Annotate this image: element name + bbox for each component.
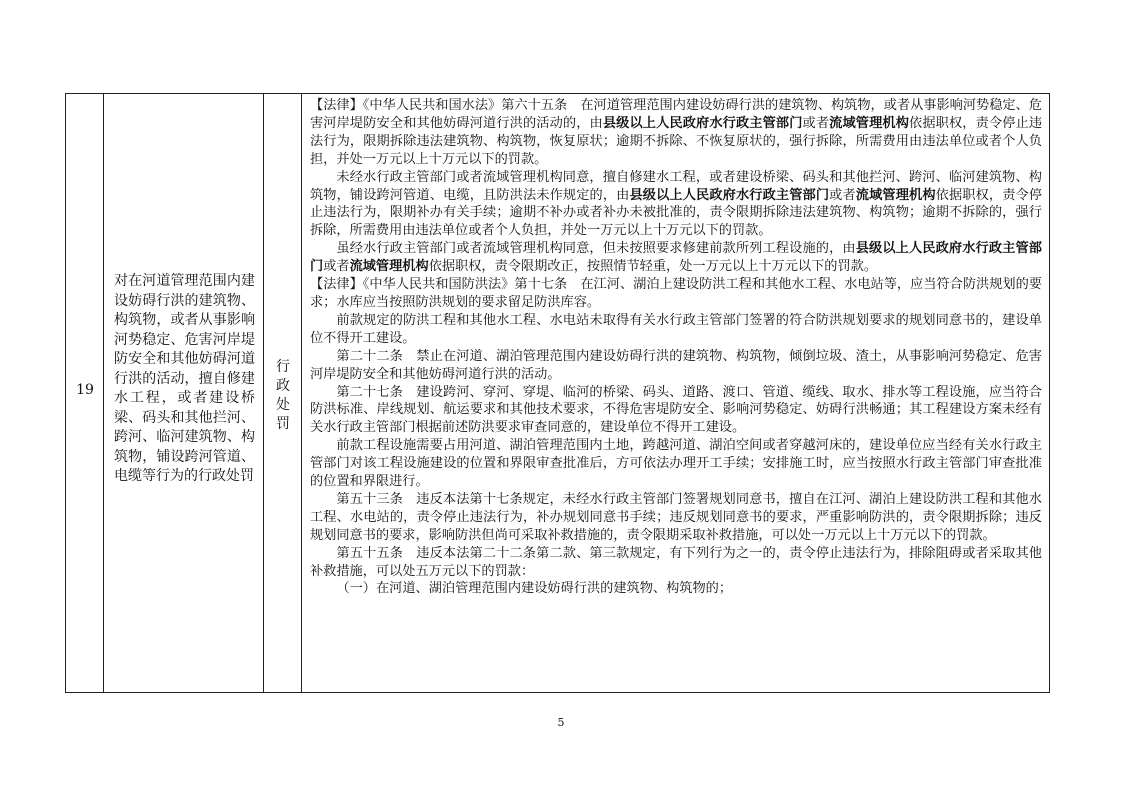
basis-paragraph: 【法律】《中华人民共和国水法》第六十五条 在河道管理范围内建设妨碍行洪的建筑物、构筑物，或者从事影响河势稳定、危害河岸堤防安全和其他妨碍河道行洪的活动的，由县级以上人民政府水行政主管部门或者流域管理机构依据职权，责令停止违法行为，限期拆除违法建筑物、构筑物，恢复原状；逾期不拆除、不恢复原状的，强行拆除，所需费用由违法单位或者个人负担，并处一万元以上十万元以下的罚款。 [310,98,1043,167]
item-name: 对在河道管理范围内建设妨碍行洪的建筑物、构筑物，或者从事影响河势稳定、危害河岸堤防安全和其他妨碍河道行洪的活动，擅自修建水工程，或者建设桥梁、码头和其他拦河、跨河、临河建筑物、构筑物，铺设跨河管道、电缆等行为的行政处罚 [114,273,255,484]
page-number: 5 [557,716,565,729]
basis-paragraph: 【法律】《中华人民共和国防洪法》第十七条 在江河、湖泊上建设防洪工程和其他水工程、水电站等，应当符合防洪规划的要求；水库应当按照防洪规划的要求留足防洪库容。 [310,277,1042,310]
kind-char: 处 [276,397,290,413]
basis-paragraph: 第五十五条 违反本法第二十二条第二款、第三款规定，有下列行为之一的，责令停止违法行为，排除阻碍或者采取其他补救措施，可以处五万元以下的罚款： [310,545,1042,579]
legal-basis [310,97,1042,598]
basis-paragraph: 虽经水行政主管部门或者流域管理机构同意，但未按照要求修建前款所列工程设施的，由县级以上人民政府水行政主管部门或者流域管理机构依据职权，责令限期改正，按照情节轻重，处一万元以上十万元以下的罚款。 [310,241,1042,275]
kind-char: 罚 [276,416,290,432]
item-column [104,94,264,692]
legal-basis-column [302,94,1049,692]
basis-paragraph: 未经水行政主管部门或者流域管理机构同意，擅自修建水工程，或者建设桥梁、码头和其他拦河、跨河、临河建筑物、构筑物，铺设跨河管道、电缆，且防洪法未作规定的，由县级以上人民政府水行政主管部门或者流域管理机构依据职权，责令停止违法行为，限期补办有关手续；逾期不补办或者补办未被批准的，责令限期拆除违法建筑物、构筑物；逾期不拆除的，强行拆除，所需费用由违法单位或者个人负担，并处一万元以上十万元以下的罚款。 [310,169,1043,239]
kind-char: 政 [276,378,290,394]
basis-paragraph: 前款工程设施需要占用河道、湖泊管理范围内土地，跨越河道、湖泊空间或者穿越河床的，建设单位应当经有关水行政主管部门对该工程设施建设的位置和界限审查批准后，方可依法办理开工手续；安排施工时，应当按照水行政主管部门审查批准的位置和界限进行。 [310,438,1042,490]
item-kind [264,358,302,434]
kind-column [264,94,302,692]
number-column [66,94,104,692]
basis-paragraph: 第二十二条 禁止在河道、湖泊管理范围内建设妨碍行洪的建筑物、构筑物，倾倒垃圾、渣土，从事影响河势稳定、危害河岸堤防安全和其他妨碍河道行洪的活动。 [310,348,1042,382]
basis-paragraph: 第二十七条 建设跨河、穿河、穿堤、临河的桥梁、码头、道路、渡口、管道、缆线、取水、排水等工程设施，应当符合防洪标准、岸线规划、航运要求和其他技术要求，不得危害堤防安全、影响河势稳定、妨碍行洪畅通；其工程建设方案未经有关水行政主管部门根据前述防洪要求审查同意的，建设单位不得开工建设。 [310,384,1042,436]
row-number: 19 [76,382,94,398]
basis-paragraph: 前款规定的防洪工程和其他水工程、水电站未取得有关水行政主管部门签署的符合防洪规划要求的规划同意书的，建设单位不得开工建设。 [310,312,1042,346]
basis-paragraph: （一）在河道、湖泊管理范围内建设妨碍行洪的建筑物、构筑物的； [336,581,733,597]
kind-char: 行 [276,359,290,375]
basis-paragraph: 第五十三条 违反本法第十七条规定，未经水行政主管部门签署规划同意书，擅自在江河、湖泊上建设防洪工程和其他水工程、水电站的，责令停止违法行为，补办规划同意书手续；违反规划同意书的要求，严重影响防洪的，责令限期拆除；违反规划同意书的要求，影响防洪但尚可采取补救措施的，责令限期采取补救措施，可以处一万元以上十万元以下的罚款。 [310,491,1042,543]
regulation-table [65,93,1050,693]
